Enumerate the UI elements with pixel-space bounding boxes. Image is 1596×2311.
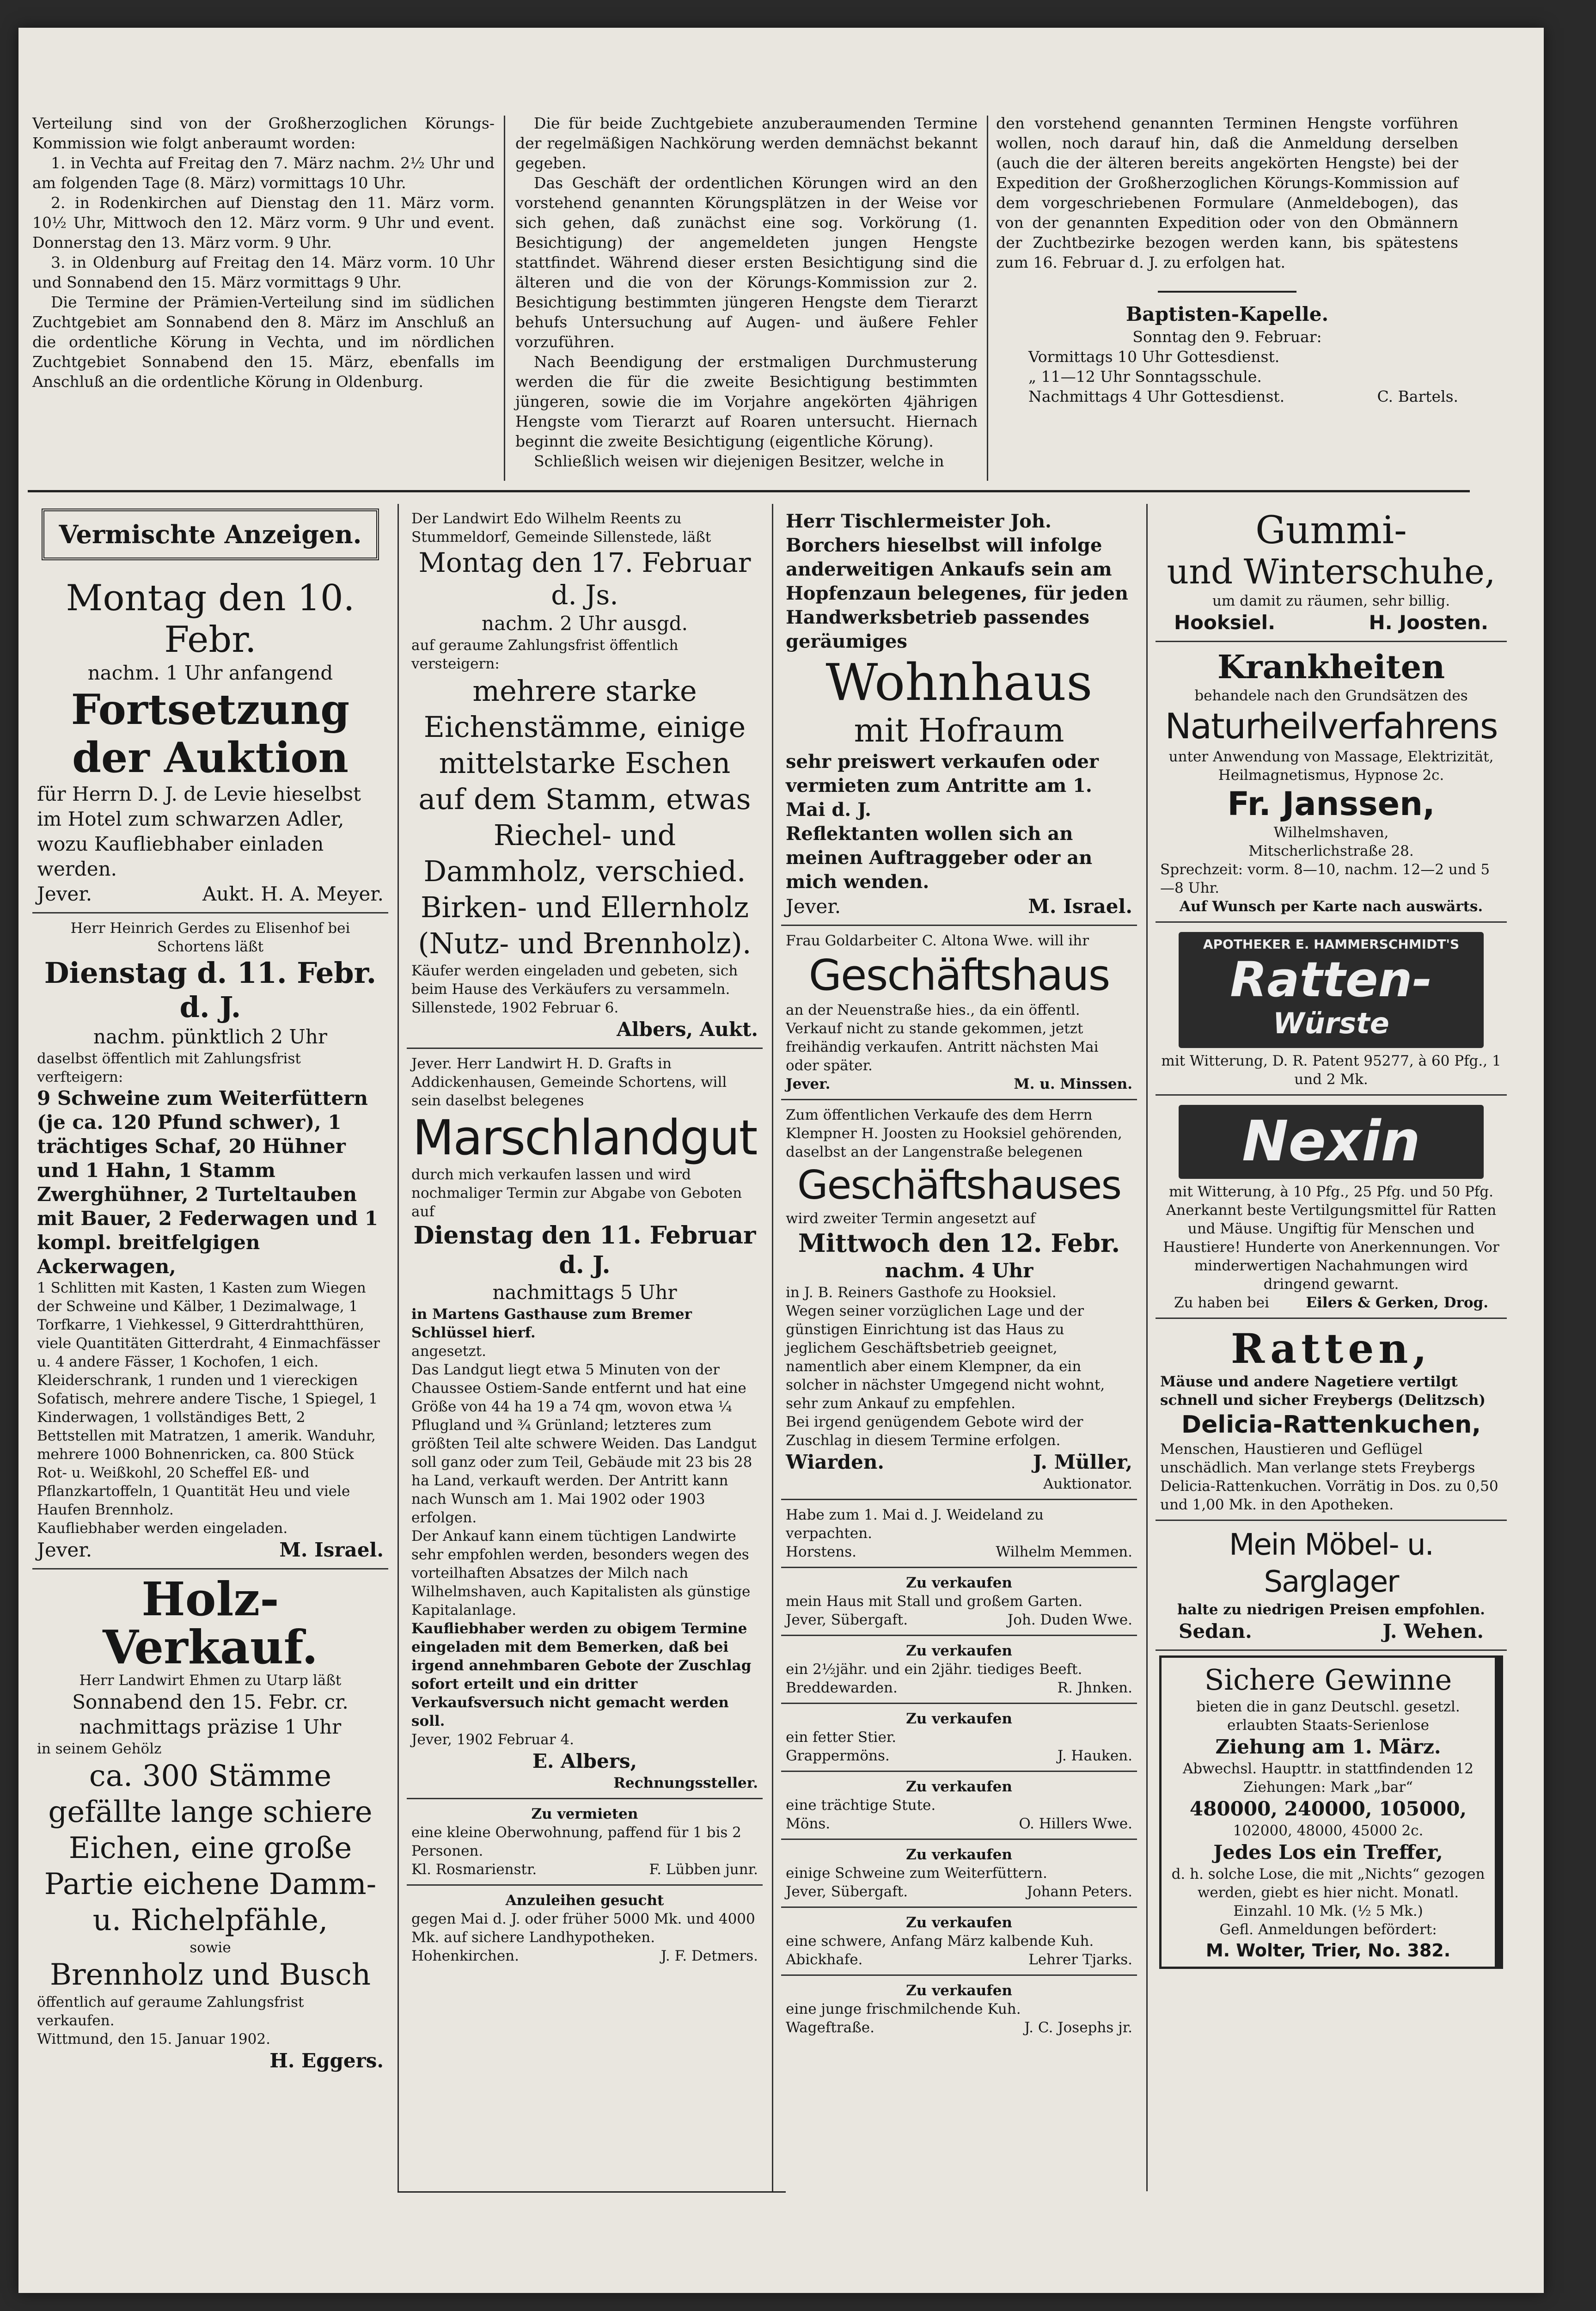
ad-body: Anerkannt beste Vertilgungsmittel für Ratten und Mäuse. Ungiftig für Menschen und Haustiere! Hunderte von Anerkennungen. Vor minderwertigen Nachahmungen wird dringend gewarnt. bbox=[1163, 1202, 1499, 1293]
rent-ad bbox=[407, 1799, 763, 1886]
article-text: den vorstehend genannten Terminen Hengste vorführen wollen, noch darauf hin, daß die Anmeldung derselben (auch die der älteren bereits angekörten Hengste) bei der Expedition der Großherzoglichen Körungs-Kommission auf dem vorgeschriebenen Formulare (Anmeldebogen), das von der genannten Expedition oder von den Obmännern der Zuchtbezirke bezogen werden kann, bis spätestens zum 16. Februar d. J. zu erfolgen hat. bbox=[996, 114, 1458, 271]
ad-subtitle: Naturheilverfahrens bbox=[1165, 705, 1498, 747]
ad-place: Breddewarden. bbox=[786, 1680, 898, 1696]
ad-items: Brennholz und Busch bbox=[49, 1958, 371, 1992]
ad-body: mit Witterung, D. R. Patent 95277, à 60 Pfg., 1 und 2 Mk. bbox=[1161, 1053, 1501, 1088]
ad-body: Habe zum 1. Mai d. J. Weideland zu verpachten. bbox=[786, 1507, 1044, 1542]
ad-body: öffentlich auf geraume Zahlungsfrist verkaufen. bbox=[37, 1994, 304, 2029]
ad-title: Zu verkaufen bbox=[906, 1914, 1012, 1931]
ad-body: halte zu niedrigen Preisen empfohlen. bbox=[1177, 1601, 1485, 1618]
logo-title: Ratten- bbox=[1230, 951, 1432, 1008]
ad-body: eine junge frischmilchende Kuh. bbox=[786, 2001, 1021, 2017]
ad-text: auf geraume Zahlungsfrist öffentlich versteigern: bbox=[411, 637, 679, 672]
ad-place: Jever. bbox=[37, 1539, 92, 1561]
ad-prizes: 480000, 240000, 105000, bbox=[1189, 1797, 1467, 1820]
ad-title: Zu verkaufen bbox=[906, 1575, 1012, 1591]
wood-sale-ad bbox=[32, 1569, 388, 2079]
ad-dateline: Wittmund, den 15. Januar 1902. bbox=[37, 2031, 270, 2047]
baptist-line: Sonntag den 9. Februar: bbox=[1132, 328, 1322, 346]
ad-time: nachm. 2 Uhr ausgd. bbox=[482, 612, 688, 635]
logo-title: Würste bbox=[1273, 1006, 1389, 1040]
ad-items: ca. 300 Stämme gefällte lange schiere Eichen, eine große Partie eichene Damm- u. Richelpfähle, bbox=[44, 1759, 377, 1937]
divider bbox=[1158, 291, 1296, 293]
ad-sign: Aukt. H. A. Meyer. bbox=[202, 883, 384, 905]
ad-orders: Gefl. Anmeldungen befördert: bbox=[1219, 1921, 1437, 1938]
ad-items: mehrere starke Eichenstämme, einige mittelstarke Eschen auf dem Stamm, etwas Riechel- und Dammholz, verschied. Birken- und Ellernholz (Nutz- und Brennholz). bbox=[418, 674, 752, 960]
ad-place: Jever, Sübergaft. bbox=[786, 1612, 908, 1628]
furniture-ad bbox=[1156, 1521, 1507, 1651]
baptist-sign: C. Bartels. bbox=[1377, 387, 1458, 405]
ad-sign: M. Israel. bbox=[279, 1539, 384, 1561]
ad-body: an der Neuenstraße hies., da ein öffentl. Verkauf nicht zu stande gekommen, jetzt freihändig verkaufen. Antritt nächsten Mai oder später. bbox=[786, 1002, 1099, 1074]
ad-sign: Auktionator. bbox=[1043, 1476, 1132, 1492]
ad-body: Bei irgend genügendem Gebote wird der Zuschlag in diesem Termine erfolgen. bbox=[786, 1414, 1083, 1449]
ad-date: Dienstag den 11. Februar d. J. bbox=[413, 1221, 756, 1279]
ad-text: Zu haben bei bbox=[1174, 1294, 1269, 1311]
ad-place: Kl. Rosmarienstr. bbox=[411, 1861, 537, 1878]
ad-title: Zu verkaufen bbox=[906, 1778, 1012, 1795]
ad-body: mit Witterung, à 10 Pfg., 25 Pfg. und 50 Pfg. bbox=[1169, 1183, 1493, 1200]
shoes-ad bbox=[1156, 504, 1507, 642]
baptist-line: Vormittags 10 Uhr Gottesdienst. bbox=[1028, 348, 1280, 366]
ad-date: Sonnabend den 15. Febr. cr. bbox=[72, 1691, 349, 1713]
auction-ad bbox=[407, 504, 763, 1049]
ad-time: nachm. 4 Uhr bbox=[885, 1259, 1033, 1282]
ad-intro: Der Landwirt Edo Wilhelm Reents zu Stummeldorf, Gemeinde Sillenstede, läßt bbox=[411, 510, 711, 546]
small-ad bbox=[781, 1908, 1137, 1976]
ad-title: Krankheiten bbox=[1217, 648, 1445, 686]
small-ad bbox=[781, 1636, 1137, 1704]
baptist-line: „ 11—12 Uhr Sonntagsschule. bbox=[1028, 368, 1262, 386]
ad-loc: angesetzt. bbox=[411, 1343, 486, 1360]
ad-body: gegen Mai d. J. oder früher 5000 Mk. und 4000 Mk. auf sichere Landhypotheken. bbox=[411, 1911, 755, 1946]
ad-body: für Herrn D. J. de Levie hieselbst im Hotel zum schwarzen Adler, wozu Kaufliebhaber einladen werden. bbox=[37, 783, 361, 880]
ad-prizes: 102000, 48000, 45000 2c. bbox=[1233, 1822, 1424, 1839]
ad-body: d. h. solche Lose, die mit „Nichts“ gezogen werden, giebt es hier nicht. Monatl. Einzahl. 10 Mk. (½ 5 Mk.) bbox=[1171, 1866, 1485, 1919]
ad-time: nachm. pünktlich 2 Uhr bbox=[93, 1025, 327, 1048]
ad-date: Montag den 17. Februar d. Js. bbox=[418, 547, 751, 611]
ad-text: behandele nach den Grundsätzen des bbox=[1194, 687, 1468, 704]
ad-body: Das Landgut liegt etwa 5 Minuten von der Chaussee Ostiem-Sande entfernt und hat eine Größe von 44 ha 19 a 74 qm, wovon etwa ¼ Pflugland und ¾ Grünland; letzteres zum größten Teil alte schwere Weiden. Das Landgut soll ganz oder zum Teil, Gebäude mit 23 bis 28 ha Land, verkauft werden. Der Antritt kann nach Wunsch am 1. Mai 1902 oder 1903 erfolgen. bbox=[411, 1361, 757, 1526]
column-divider bbox=[987, 116, 988, 481]
ad-sign: Rechnungssteller. bbox=[613, 1775, 758, 1791]
article-text: Schließlich weisen wir diejenigen Besitzer, welche in bbox=[534, 452, 944, 470]
ad-body: 1 Schlitten mit Kasten, 1 Kasten zum Wiegen der Schweine und Kälber, 1 Dezimalwage, 1 Torfkarre, 1 Viehkessel, 9 Gitterdrahtthüren, viele Quantitäten Gitterdraht, 4 Einmachfässer u. 4 andere Fässer, 1 Kochofen, 1 eich. Kleiderschrank, 1 runden und 1 viereckigen Sofatisch, mehrere andere Tische, 1 Spiegel, 1 Kinderwagen, 1 vollständiges Bett, 2 Bettstellen mit Matratzen, 1 amerik. Wanduhr, mehrere 1000 Bohnenricken, ca. 800 Stück Rot- u. Weißkohl, 20 Scheffel Eß- und Pflanzkartoffeln, 1 Quantität Heu und viele Haufen Brennholz. bbox=[37, 1280, 380, 1518]
ad-loc: in seinem Gehölz bbox=[37, 1741, 162, 1757]
house-sale-ad bbox=[781, 926, 1137, 1100]
ad-items: 9 Schweine zum Weiterfüttern (je ca. 120 Pfund schwer), 1 trächtiges Schaf, 20 Hühner und 1 Hahn, 1 Stamm Zwerghühner, 2 Turteltauben mit Bauer, 2 Federwagen und 1 kompl. breitfelgigen Ackerwagen, bbox=[37, 1087, 378, 1278]
ad-place: Jever. bbox=[37, 883, 92, 905]
article-text: 3. in Oldenburg auf Freitag den 14. März vorm. 10 Uhr und Sonnabend den 15. März vormittags 9 Uhr. bbox=[32, 253, 495, 291]
rat-poison-ad bbox=[1156, 923, 1507, 1096]
ad-place: Jever, Sübergaft. bbox=[786, 1883, 908, 1900]
small-ad bbox=[781, 1500, 1137, 1568]
column-2 bbox=[407, 504, 763, 1971]
ad-place: Wageftraße. bbox=[786, 2019, 874, 2036]
ad-place: Jever. bbox=[786, 895, 841, 918]
ad-dateline: Jever, 1902 Februar 4. bbox=[411, 1731, 575, 1748]
small-ad bbox=[781, 1704, 1137, 1772]
ad-body: ein fetter Stier. bbox=[786, 1729, 897, 1746]
ad-hours: Sprechzeit: vorm. 8—10, nachm. 12—2 und 5—8 Uhr. bbox=[1160, 861, 1490, 896]
ad-place: Horstens. bbox=[786, 1544, 856, 1560]
ad-sign: J. Wehen. bbox=[1382, 1620, 1484, 1643]
ad-place: Jever. bbox=[786, 1076, 831, 1092]
ad-title: Holz-Verkauf. bbox=[103, 1572, 318, 1674]
column-1 bbox=[32, 504, 388, 2079]
auction-ad bbox=[32, 913, 388, 1569]
ad-intro: Herr Tischlermeister Joh. Borchers hieselbst will infolge anderweitigen Ankaufs sein am Hopfenzaun belegenes, für jeden Handwerksbetrieb passendes geräumiges bbox=[786, 510, 1128, 652]
ad-title: Wohnhaus bbox=[826, 653, 1093, 712]
ad-product: Delicia-Rattenkuchen, bbox=[1181, 1411, 1481, 1439]
ad-sign: Eilers & Gerken, Drog. bbox=[1306, 1294, 1488, 1311]
bottom-rule bbox=[397, 2191, 786, 2193]
ad-text: sowie bbox=[190, 1939, 231, 1956]
article-text: Nach Beendigung der erstmaligen Durchmusterung werden die für die zweite Besichtigung bestimmten jüngeren, sowie die im Vorjahre angekörten 4jährigen Hengste vom Tierarzt auf Roaren untersucht. Hiernach beginnt die zweite Besichtigung (eigentliche Körung). bbox=[515, 353, 978, 450]
ad-body: mein Haus mit Stall und großem Garten. bbox=[786, 1593, 1083, 1610]
ad-dateline: Sillenstede, 1902 Februar 6. bbox=[411, 999, 619, 1016]
ad-draw-date: Ziehung am 1. März. bbox=[1215, 1735, 1441, 1758]
ad-highlight: Jedes Los ein Treffer, bbox=[1213, 1841, 1443, 1864]
article-text: Die für beide Zuchtgebiete anzuberaumenden Termine der regelmäßigen Nachkörung werden demnächst bekannt gegeben. bbox=[515, 114, 978, 172]
ad-body: ein 2½jähr. und ein 2jähr. tiediges Beeft. bbox=[786, 1661, 1082, 1678]
section-divider bbox=[28, 490, 1470, 492]
article-text: Verteilung sind von der Großherzoglichen Körungs-Kommission wie folgt anberaumt worden: bbox=[32, 114, 495, 152]
ad-title: Fortsetzung bbox=[71, 685, 350, 734]
auction-ad bbox=[32, 572, 388, 913]
ad-close: Kaufliebhaber werden eingeladen. bbox=[37, 1520, 288, 1537]
column-4 bbox=[1156, 504, 1507, 1974]
ad-time: nachmittags präzise 1 Uhr bbox=[79, 1716, 342, 1738]
article-text: 2. in Rodenkirchen auf Dienstag den 11. März vorm. 10½ Uhr, Mittwoch den 12. März vorm. 9 Uhr und event. Donnerstag den 13. März vorm. 9 Uhr. bbox=[32, 194, 495, 251]
loan-ad bbox=[407, 1886, 763, 1971]
naturopathy-ad bbox=[1156, 642, 1507, 923]
ad-place: Hooksiel. bbox=[1174, 611, 1276, 634]
baptist-title: Baptisten-Kapelle. bbox=[1125, 303, 1329, 325]
ad-subtitle: mit Hofraum bbox=[854, 711, 1064, 749]
ad-text: daselbst öffentlich mit Zahlungsfrist verfteigern: bbox=[37, 1050, 301, 1085]
ad-name: Fr. Janssen, bbox=[1227, 785, 1435, 823]
product-logo bbox=[1179, 932, 1484, 1048]
ad-body: einige Schweine zum Weiterfüttern. bbox=[786, 1865, 1047, 1882]
section-header bbox=[42, 509, 379, 560]
article-text: 1. in Vechta auf Freitag den 7. März nachm. 2½ Uhr und am folgenden Tage (8. März) vormittags 10 Uhr. bbox=[32, 154, 495, 192]
ad-title: Zu vermieten bbox=[531, 1806, 638, 1822]
ad-body: sehr preiswert verkaufen oder vermieten zum Antritte am 1. Mai d. J. bbox=[786, 751, 1099, 821]
ad-body: eine schwere, Anfang März kalbende Kuh. bbox=[786, 1933, 1094, 1949]
ad-title: Marschlandgut bbox=[412, 1110, 757, 1166]
house-auction-ad bbox=[781, 1100, 1137, 1500]
lottery-ad bbox=[1159, 1655, 1503, 1969]
ad-sign: M. Wolter, Trier, No. 382. bbox=[1205, 1940, 1451, 1961]
ad-terms: Kaufliebhaber werden zu obigem Termine eingeladen mit dem Bemerken, daß bei irgend annehmbaren Gebote der Zuschlag sofort erteilt und ein dritter Verkaufsversuch nicht gemacht werden soll. bbox=[411, 1620, 752, 1729]
ad-place: Grappermöns. bbox=[786, 1747, 890, 1764]
ad-date: Mittwoch den 12. Febr. bbox=[798, 1228, 1120, 1258]
product-logo: Nexin bbox=[1179, 1105, 1484, 1179]
ad-sign: J. C. Josephs jr. bbox=[1024, 2019, 1132, 2036]
ad-title: Mein Möbel- u. Sarglager bbox=[1229, 1528, 1433, 1599]
ad-close: Käufer werden eingeladen und gebeten, sich beim Hause des Verkäufers zu versammeln. bbox=[411, 962, 738, 998]
column-divider bbox=[504, 116, 505, 481]
ad-body: Der Ankauf kann einem tüchtigen Landwirte sehr empfohlen werden, besonders wegen des vorteilhaften Absatzes der Milch nach Wilhelmshaven, auch Kapitalisten als günstige Kapitalanlage. bbox=[411, 1528, 751, 1618]
ad-loc: in J. B. Reiners Gasthofe zu Hooksiel. bbox=[786, 1284, 1057, 1301]
ad-title: Zu verkaufen bbox=[906, 1710, 1012, 1727]
ad-title: Ratten, bbox=[1230, 1324, 1432, 1373]
ad-title: Geschäftshaus bbox=[808, 950, 1110, 1000]
ad-body: eine kleine Oberwohnung, paffend für 1 bis 2 Personen. bbox=[411, 1824, 741, 1859]
koerung-article-col2 bbox=[515, 113, 978, 471]
ad-place: Wiarden. bbox=[786, 1451, 884, 1473]
ad-text: durch mich verkaufen lassen und wird nochmaliger Termin zur Abgabe von Geboten auf bbox=[411, 1166, 742, 1220]
small-ad bbox=[781, 1772, 1137, 1840]
ad-time: nachmittags 5 Uhr bbox=[492, 1281, 677, 1304]
ad-sign: Johann Peters. bbox=[1027, 1883, 1132, 1900]
estate-sale-ad bbox=[407, 1049, 763, 1799]
ad-place: Hohenkirchen. bbox=[411, 1948, 519, 1964]
baptist-line: Nachmittags 4 Uhr Gottesdienst. bbox=[1028, 387, 1285, 405]
ad-place: Abickhafe. bbox=[786, 1951, 863, 1968]
ad-sign: E. Albers, bbox=[532, 1750, 637, 1772]
ad-date: Montag den 10. Febr. bbox=[66, 577, 355, 661]
ad-address: Mitscherlichstraße 28. bbox=[1248, 843, 1414, 859]
column-3 bbox=[781, 504, 1137, 2042]
house-sale-ad bbox=[781, 504, 1137, 926]
newspaper-page bbox=[18, 28, 1544, 2293]
ad-hours: Auf Wunsch per Karte nach auswärts. bbox=[1179, 898, 1483, 915]
ad-title: Zu verkaufen bbox=[906, 1643, 1012, 1659]
ad-sign: Albers, Aukt. bbox=[617, 1018, 758, 1041]
ad-sign: H. Eggers. bbox=[269, 2049, 384, 2072]
ad-title: Geschäftshauses bbox=[797, 1162, 1121, 1208]
ad-body: eine trächtige Stute. bbox=[786, 1797, 936, 1814]
ad-body: Mäuse und andere Nagetiere vertilgt schnell und sicher Freybergs (Delitzsch) bbox=[1160, 1373, 1486, 1409]
rat-poison-ad bbox=[1156, 1096, 1507, 1319]
ad-loc: in Martens Gasthause zum Bremer Schlüssel hierf. bbox=[411, 1306, 692, 1341]
ad-sign: M. Israel. bbox=[1028, 895, 1132, 918]
ad-intro: Jever. Herr Landwirt H. D. Grafts in Addickenhausen, Gemeinde Schortens, will sein daselbst belegenes bbox=[411, 1055, 727, 1109]
ad-sign: Joh. Duden Wwe. bbox=[1007, 1612, 1132, 1628]
ad-intro: Zum öffentlichen Verkaufe des dem Herrn Klempner H. Joosten zu Hooksiel gehörenden, daselbst an der Langenstraße belegenen bbox=[786, 1107, 1122, 1160]
ad-title: und Winterschuhe, bbox=[1167, 552, 1496, 592]
ad-title: Anzuleihen gesucht bbox=[505, 1892, 664, 1909]
ad-intro: Frau Goldarbeiter C. Altona Wwe. will ihr bbox=[786, 932, 1089, 949]
ad-text: wird zweiter Termin angesetzt auf bbox=[786, 1210, 1036, 1227]
ad-sign: J. Müller, bbox=[1033, 1451, 1132, 1473]
ad-title: Zu verkaufen bbox=[906, 1982, 1012, 1999]
ad-body: um damit zu räumen, sehr billig. bbox=[1212, 593, 1450, 609]
ad-sign: O. Hillers Wwe. bbox=[1019, 1815, 1132, 1832]
ad-sign: J. F. Detmers. bbox=[660, 1948, 758, 1964]
small-ad bbox=[781, 1568, 1137, 1636]
ad-sign: J. Hauken. bbox=[1057, 1747, 1132, 1764]
ad-time: nachm. 1 Uhr anfangend bbox=[87, 662, 333, 684]
ad-date: Dienstag d. 11. Febr. d. J. bbox=[44, 956, 377, 1024]
ad-body: Reflektanten wollen sich an meinen Auftraggeber oder an mich wenden. bbox=[786, 823, 1093, 893]
column-divider bbox=[397, 504, 399, 2191]
article-text: Die Termine der Prämien-Verteilung sind im südlichen Zuchtgebiet am Sonnabend den 8. März im Anschluß an die ordentliche Körung in Vechta, und im nördlichen Zuchtgebiet Sonnabend den 15. März, ebenfalls im Anschluß an die ordentliche Körung in Oldenburg. bbox=[32, 293, 495, 391]
section-title: Vermischte Anzeigen. bbox=[59, 520, 362, 549]
ad-sign: M. u. Minssen. bbox=[1014, 1076, 1132, 1092]
ad-place: Sedan. bbox=[1179, 1620, 1252, 1643]
ad-body: Wegen seiner vorzüglichen Lage und der günstigen Einrichtung ist das Haus zu jeglichem Geschäftsbetrieb geeignet, namentlich aber einem Klempner, da ein solcher in nächster Umgegend nicht wohnt, sehr zum Ankauf zu empfehlen. bbox=[786, 1303, 1105, 1412]
column-divider bbox=[1146, 504, 1148, 2191]
ad-body: Abwechsl. Haupttr. in stattfindenden 12 Ziehungen: Mark „bar“ bbox=[1182, 1760, 1474, 1796]
small-ad bbox=[781, 1840, 1137, 1908]
ad-body: bieten die in ganz Deutschl. gesetzl. erlaubten Staats-Serienlose bbox=[1196, 1698, 1460, 1734]
article-text: Das Geschäft der ordentlichen Körungen wird an den vorstehend genannten Körungsplätzen in der Weise vor sich gehen, daß zunächst eine sog. Vorkörung (1. Besichtigung) der angemeldeten jungen Hengste stattfindet. Während dieser ersten Besichtigung sind die älteren und die von der Körungs-Kommission zur 2. Besichtigung bestimmten jüngeren Hengste dem Tierarzt behufs Untersuchung auf Augen- und äußere Fehler vorzuführen. bbox=[515, 174, 978, 351]
ad-sign: Wilhelm Memmen. bbox=[996, 1544, 1132, 1560]
ad-intro: Herr Landwirt Ehmen zu Utarp läßt bbox=[79, 1672, 342, 1689]
ad-sign: Lehrer Tjarks. bbox=[1028, 1951, 1132, 1968]
ad-sign: H. Joosten. bbox=[1369, 611, 1488, 634]
ad-sign: R. Jhnken. bbox=[1057, 1680, 1132, 1696]
ad-place: Möns. bbox=[786, 1815, 831, 1832]
ad-body: Menschen, Haustieren und Geflügel unschädlich. Man verlange stets Freybergs Delicia-Rattenkuchen. Vorrätig in Dos. zu 0,50 und 1,00 Mk. in den Apotheken. bbox=[1160, 1441, 1498, 1513]
koerung-article-col1 bbox=[32, 113, 495, 392]
ad-title: Zu verkaufen bbox=[906, 1846, 1012, 1863]
rat-cake-ad bbox=[1156, 1319, 1507, 1521]
logo-banner: APOTHEKER E. HAMMERSCHMIDT'S bbox=[1203, 937, 1460, 952]
ad-sign: F. Lübben junr. bbox=[649, 1861, 758, 1878]
column-divider bbox=[772, 504, 773, 2191]
ad-body: unter Anwendung von Massage, Elektrizität, Heilmagnetismus, Hypnose 2c. bbox=[1168, 748, 1494, 784]
ad-intro: Herr Heinrich Gerdes zu Elisenhof bei Schortens läßt bbox=[70, 920, 350, 955]
ad-title: Sichere Gewinne bbox=[1204, 1663, 1452, 1697]
ad-address: Wilhelmshaven, bbox=[1273, 824, 1389, 841]
ad-title: der Auktion bbox=[72, 733, 349, 782]
ad-title: Gummi- bbox=[1255, 509, 1407, 552]
koerung-article-col3 bbox=[996, 113, 1458, 406]
small-ad bbox=[781, 1976, 1137, 2042]
